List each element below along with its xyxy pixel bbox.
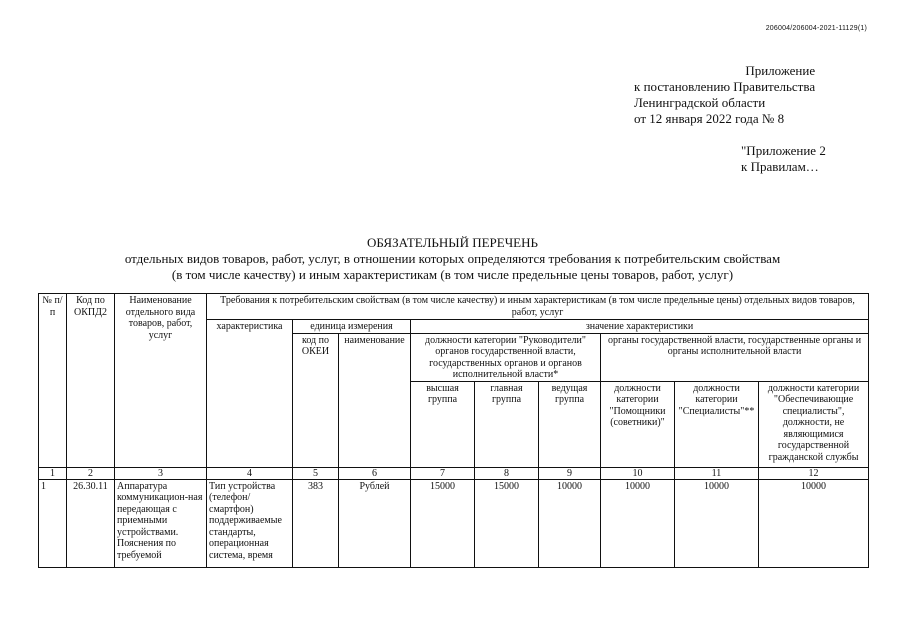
col-number: 9 (539, 467, 601, 479)
title-subline-1: отдельных видов товаров, работ, услуг, в отношении которых определяются требования к потребительским свойствам (124, 251, 781, 266)
header-num: № п/п (39, 294, 67, 468)
row-value-text: 10000 (704, 480, 729, 492)
header-specialists: должности категории "Специалисты"** (675, 381, 759, 467)
col-number: 10 (601, 467, 675, 479)
document-title (0, 235, 905, 283)
column-numbers-row (39, 467, 869, 479)
header-assistants: должности категории "Помощники (советники)" (601, 381, 675, 467)
row-value-main (475, 479, 539, 567)
row-value-text: 10000 (557, 480, 582, 492)
header-support-specialists: должности категории "Обеспечивающие специалисты", должности, не являющимися государственной гражданской службы (759, 381, 869, 467)
row-okei-text: 383 (308, 480, 323, 492)
col-number: 2 (67, 467, 115, 479)
row-value-text: 15000 (494, 480, 519, 492)
row-value-text: 10000 (801, 480, 827, 492)
reference-line-2: к Правилам… (741, 159, 819, 174)
appendix-line-4: от 12 января 2022 года № 8 (634, 111, 785, 126)
appendix-block (634, 63, 815, 127)
appendix-line-3: Ленинградской области (634, 95, 766, 110)
row-characteristic (207, 479, 293, 567)
appendix-line-2: к постановлению Правительства (634, 79, 816, 94)
requirements-table (38, 293, 869, 568)
row-value-leading (539, 479, 601, 567)
reference-line-1: "Приложение 2 (741, 143, 826, 158)
header-okei-code: код по ОКЕИ (293, 333, 339, 467)
header-unit: единица измерения (293, 320, 411, 334)
row-value-support (759, 479, 869, 567)
header-leading-group: ведущая группа (539, 381, 601, 467)
col-number: 6 (339, 467, 411, 479)
reference-block (741, 143, 826, 175)
title-heading: ОБЯЗАТЕЛЬНЫЙ ПЕРЕЧЕНЬ (367, 235, 538, 250)
row-okei (293, 479, 339, 567)
header-government-organs: органы государственной власти, государственные органы и органы исполнительной власти (601, 333, 869, 381)
row-characteristic-text: Тип устройства (телефон/ смартфон) поддерживаемые стандарты, операционная система, время (209, 480, 282, 561)
header-unit-name: наименование (339, 333, 411, 467)
row-num (39, 479, 67, 567)
row-value-assistants (601, 479, 675, 567)
row-unit-text: Рублей (359, 480, 390, 492)
document-id: 206004/206004-2021-11129(1) (765, 25, 867, 32)
col-number: 11 (675, 467, 759, 479)
col-number: 8 (475, 467, 539, 479)
header-okpd2-code: Код по ОКПД2 (67, 294, 115, 468)
col-number: 7 (411, 467, 475, 479)
header-main-group: главная группа (475, 381, 539, 467)
col-number: 12 (759, 467, 869, 479)
header-characteristic: характеристика (207, 320, 293, 468)
row-unit (339, 479, 411, 567)
col-number: 5 (293, 467, 339, 479)
title-subline-2: (в том числе качеству) и иным характеристикам (в том числе предельные цены товаров, работ, услуг) (171, 267, 734, 282)
col-number: 4 (207, 467, 293, 479)
col-number: 3 (115, 467, 207, 479)
header-value: значение характеристики (411, 320, 869, 334)
row-value-text: 10000 (625, 480, 650, 492)
header-item-name: Наименование отдельного вида товаров, работ, услуг (115, 294, 207, 468)
row-num-text: 1 (41, 480, 46, 492)
row-code (67, 479, 115, 567)
header-highest-group: высшая группа (411, 381, 475, 467)
table-row (39, 479, 869, 567)
appendix-line-1: Приложение (745, 63, 816, 78)
header-heads-category: должности категории "Руководители" органов государственной власти, государственных органов и органов исполнительной власти* (411, 333, 601, 381)
col-number: 1 (39, 467, 67, 479)
row-value-text: 15000 (430, 480, 455, 492)
row-value-specialists (675, 479, 759, 567)
row-name-text: Аппаратура коммуникацион-ная передающая с приемными устройствами. Пояснения по требуемой (117, 480, 203, 561)
row-name (115, 479, 207, 567)
row-code-text: 26.30.11 (73, 480, 108, 492)
row-value-highest (411, 479, 475, 567)
header-requirements: Требования к потребительским свойствам (в том числе качеству) и иным характеристикам (в том числе предельные цены) отдельных видов товаров, работ, услуг (207, 294, 869, 320)
